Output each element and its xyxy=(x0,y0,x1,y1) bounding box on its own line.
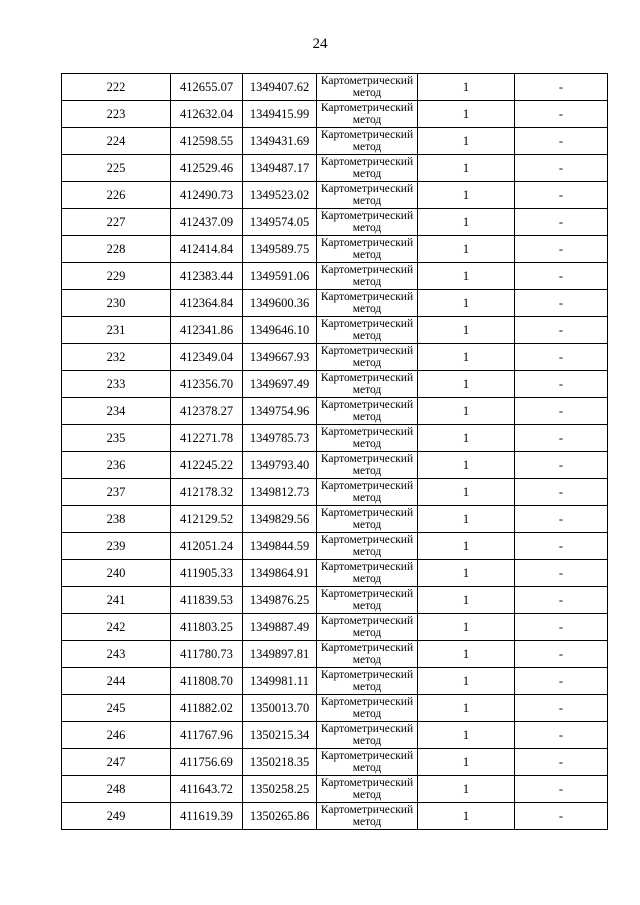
point-number-cell: 241 xyxy=(62,587,171,614)
note-cell: - xyxy=(515,236,608,263)
table-row xyxy=(62,803,608,830)
method-text: Картометрический метод xyxy=(320,561,414,585)
note-cell: - xyxy=(515,398,608,425)
note-cell: - xyxy=(515,155,608,182)
method-text: Картометрический метод xyxy=(320,210,414,234)
table-row xyxy=(62,182,608,209)
point-number-cell: 228 xyxy=(62,236,171,263)
point-number-cell: 247 xyxy=(62,749,171,776)
x-coordinate-cell: 412178.32 xyxy=(171,479,243,506)
method-text: Картометрический метод xyxy=(320,399,414,423)
accuracy-cell: 1 xyxy=(418,506,515,533)
method-text: Картометрический метод xyxy=(320,102,414,126)
method-text: Картометрический метод xyxy=(320,480,414,504)
accuracy-cell: 1 xyxy=(418,641,515,668)
y-coordinate-cell: 1349887.49 xyxy=(243,614,317,641)
method-cell xyxy=(317,317,418,344)
accuracy-cell: 1 xyxy=(418,425,515,452)
method-text: Картометрический метод xyxy=(320,750,414,774)
method-text: Картометрический метод xyxy=(320,723,414,747)
y-coordinate-cell: 1349407.62 xyxy=(243,74,317,101)
y-coordinate-cell: 1350013.70 xyxy=(243,695,317,722)
x-coordinate-cell: 412378.27 xyxy=(171,398,243,425)
table-row xyxy=(62,371,608,398)
table-row xyxy=(62,101,608,128)
point-number-cell: 231 xyxy=(62,317,171,344)
accuracy-cell: 1 xyxy=(418,155,515,182)
point-number-cell: 227 xyxy=(62,209,171,236)
note-cell: - xyxy=(515,263,608,290)
x-coordinate-cell: 411780.73 xyxy=(171,641,243,668)
accuracy-cell: 1 xyxy=(418,722,515,749)
method-cell xyxy=(317,236,418,263)
note-cell: - xyxy=(515,560,608,587)
y-coordinate-cell: 1349600.36 xyxy=(243,290,317,317)
method-text: Картометрический метод xyxy=(320,426,414,450)
point-number-cell: 245 xyxy=(62,695,171,722)
page-number: 24 xyxy=(312,36,328,52)
y-coordinate-cell: 1350215.34 xyxy=(243,722,317,749)
method-cell xyxy=(317,587,418,614)
accuracy-cell: 1 xyxy=(418,236,515,263)
x-coordinate-cell: 412129.52 xyxy=(171,506,243,533)
method-cell xyxy=(317,344,418,371)
x-coordinate-cell: 412632.04 xyxy=(171,101,243,128)
method-cell xyxy=(317,128,418,155)
x-coordinate-cell: 412437.09 xyxy=(171,209,243,236)
accuracy-cell: 1 xyxy=(418,182,515,209)
method-text: Картометрический метод xyxy=(320,804,414,828)
x-coordinate-cell: 412271.78 xyxy=(171,425,243,452)
method-cell xyxy=(317,722,418,749)
point-number-cell: 244 xyxy=(62,668,171,695)
table-row xyxy=(62,668,608,695)
table-row xyxy=(62,425,608,452)
note-cell: - xyxy=(515,803,608,830)
accuracy-cell: 1 xyxy=(418,290,515,317)
method-text: Картометрический метод xyxy=(320,75,414,99)
note-cell: - xyxy=(515,290,608,317)
y-coordinate-cell: 1349876.25 xyxy=(243,587,317,614)
method-text: Картометрический метод xyxy=(320,534,414,558)
note-cell: - xyxy=(515,587,608,614)
table-row xyxy=(62,290,608,317)
method-text: Картометрический метод xyxy=(320,588,414,612)
y-coordinate-cell: 1349697.49 xyxy=(243,371,317,398)
y-coordinate-cell: 1350265.86 xyxy=(243,803,317,830)
note-cell: - xyxy=(515,182,608,209)
y-coordinate-cell: 1349646.10 xyxy=(243,317,317,344)
note-cell: - xyxy=(515,425,608,452)
accuracy-cell: 1 xyxy=(418,560,515,587)
method-text: Картометрический метод xyxy=(320,291,414,315)
x-coordinate-cell: 412490.73 xyxy=(171,182,243,209)
method-cell xyxy=(317,371,418,398)
point-number-cell: 224 xyxy=(62,128,171,155)
table-row xyxy=(62,533,608,560)
note-cell: - xyxy=(515,614,608,641)
table-row xyxy=(62,587,608,614)
note-cell: - xyxy=(515,776,608,803)
y-coordinate-cell: 1349864.91 xyxy=(243,560,317,587)
method-cell xyxy=(317,155,418,182)
method-text: Картометрический метод xyxy=(320,642,414,666)
accuracy-cell: 1 xyxy=(418,263,515,290)
accuracy-cell: 1 xyxy=(418,209,515,236)
method-text: Картометрический метод xyxy=(320,345,414,369)
x-coordinate-cell: 411619.39 xyxy=(171,803,243,830)
x-coordinate-cell: 411905.33 xyxy=(171,560,243,587)
method-cell xyxy=(317,209,418,236)
note-cell: - xyxy=(515,344,608,371)
method-cell xyxy=(317,668,418,695)
x-coordinate-cell: 412341.86 xyxy=(171,317,243,344)
y-coordinate-cell: 1349897.81 xyxy=(243,641,317,668)
method-cell xyxy=(317,533,418,560)
table-row xyxy=(62,263,608,290)
x-coordinate-cell: 412598.55 xyxy=(171,128,243,155)
method-cell xyxy=(317,452,418,479)
y-coordinate-cell: 1349487.17 xyxy=(243,155,317,182)
point-number-cell: 237 xyxy=(62,479,171,506)
note-cell: - xyxy=(515,695,608,722)
accuracy-cell: 1 xyxy=(418,587,515,614)
method-cell xyxy=(317,263,418,290)
x-coordinate-cell: 412356.70 xyxy=(171,371,243,398)
method-cell xyxy=(317,560,418,587)
y-coordinate-cell: 1349793.40 xyxy=(243,452,317,479)
y-coordinate-cell: 1349812.73 xyxy=(243,479,317,506)
point-number-cell: 248 xyxy=(62,776,171,803)
table-row xyxy=(62,344,608,371)
x-coordinate-cell: 411767.96 xyxy=(171,722,243,749)
y-coordinate-cell: 1349431.69 xyxy=(243,128,317,155)
accuracy-cell: 1 xyxy=(418,317,515,344)
point-number-cell: 243 xyxy=(62,641,171,668)
note-cell: - xyxy=(515,668,608,695)
point-number-cell: 229 xyxy=(62,263,171,290)
point-number-cell: 222 xyxy=(62,74,171,101)
x-coordinate-cell: 411808.70 xyxy=(171,668,243,695)
x-coordinate-cell: 412383.44 xyxy=(171,263,243,290)
accuracy-cell: 1 xyxy=(418,533,515,560)
note-cell: - xyxy=(515,452,608,479)
method-text: Картометрический метод xyxy=(320,237,414,261)
table-row xyxy=(62,452,608,479)
method-cell xyxy=(317,776,418,803)
x-coordinate-cell: 412051.24 xyxy=(171,533,243,560)
table-row xyxy=(62,479,608,506)
note-cell: - xyxy=(515,74,608,101)
note-cell: - xyxy=(515,128,608,155)
table-row xyxy=(62,128,608,155)
point-number-cell: 234 xyxy=(62,398,171,425)
point-number-cell: 235 xyxy=(62,425,171,452)
note-cell: - xyxy=(515,749,608,776)
table-row xyxy=(62,317,608,344)
table-row xyxy=(62,506,608,533)
method-text: Картометрический метод xyxy=(320,777,414,801)
accuracy-cell: 1 xyxy=(418,614,515,641)
accuracy-cell: 1 xyxy=(418,695,515,722)
point-number-cell: 233 xyxy=(62,371,171,398)
accuracy-cell: 1 xyxy=(418,803,515,830)
table-row xyxy=(62,749,608,776)
accuracy-cell: 1 xyxy=(418,452,515,479)
point-number-cell: 249 xyxy=(62,803,171,830)
method-cell xyxy=(317,290,418,317)
table-row xyxy=(62,776,608,803)
method-cell xyxy=(317,425,418,452)
point-number-cell: 226 xyxy=(62,182,171,209)
coordinates-table xyxy=(61,73,608,830)
method-cell xyxy=(317,641,418,668)
point-number-cell: 238 xyxy=(62,506,171,533)
x-coordinate-cell: 412245.22 xyxy=(171,452,243,479)
x-coordinate-cell: 411839.53 xyxy=(171,587,243,614)
y-coordinate-cell: 1349574.05 xyxy=(243,209,317,236)
table-row xyxy=(62,614,608,641)
table-row xyxy=(62,641,608,668)
point-number-cell: 223 xyxy=(62,101,171,128)
y-coordinate-cell: 1349785.73 xyxy=(243,425,317,452)
method-text: Картометрический метод xyxy=(320,183,414,207)
x-coordinate-cell: 411882.02 xyxy=(171,695,243,722)
note-cell: - xyxy=(515,722,608,749)
method-text: Картометрический метод xyxy=(320,264,414,288)
method-text: Картометрический метод xyxy=(320,129,414,153)
x-coordinate-cell: 411756.69 xyxy=(171,749,243,776)
accuracy-cell: 1 xyxy=(418,128,515,155)
note-cell: - xyxy=(515,479,608,506)
accuracy-cell: 1 xyxy=(418,776,515,803)
y-coordinate-cell: 1349667.93 xyxy=(243,344,317,371)
table-row xyxy=(62,236,608,263)
note-cell: - xyxy=(515,641,608,668)
y-coordinate-cell: 1349754.96 xyxy=(243,398,317,425)
table-body xyxy=(62,74,608,830)
note-cell: - xyxy=(515,506,608,533)
method-text: Картометрический метод xyxy=(320,156,414,180)
point-number-cell: 236 xyxy=(62,452,171,479)
y-coordinate-cell: 1349591.06 xyxy=(243,263,317,290)
method-text: Картометрический метод xyxy=(320,507,414,531)
method-text: Картометрический метод xyxy=(320,696,414,720)
method-cell xyxy=(317,749,418,776)
accuracy-cell: 1 xyxy=(418,344,515,371)
method-cell xyxy=(317,695,418,722)
point-number-cell: 242 xyxy=(62,614,171,641)
accuracy-cell: 1 xyxy=(418,74,515,101)
accuracy-cell: 1 xyxy=(418,398,515,425)
accuracy-cell: 1 xyxy=(418,749,515,776)
method-cell xyxy=(317,479,418,506)
note-cell: - xyxy=(515,209,608,236)
x-coordinate-cell: 412349.04 xyxy=(171,344,243,371)
table-row xyxy=(62,722,608,749)
method-cell xyxy=(317,614,418,641)
x-coordinate-cell: 411803.25 xyxy=(171,614,243,641)
table-row xyxy=(62,560,608,587)
accuracy-cell: 1 xyxy=(418,101,515,128)
point-number-cell: 239 xyxy=(62,533,171,560)
x-coordinate-cell: 412364.84 xyxy=(171,290,243,317)
y-coordinate-cell: 1349589.75 xyxy=(243,236,317,263)
method-text: Картометрический метод xyxy=(320,372,414,396)
table-row xyxy=(62,695,608,722)
method-cell xyxy=(317,398,418,425)
table-row xyxy=(62,74,608,101)
y-coordinate-cell: 1349844.59 xyxy=(243,533,317,560)
method-text: Картометрический метод xyxy=(320,318,414,342)
y-coordinate-cell: 1349981.11 xyxy=(243,668,317,695)
note-cell: - xyxy=(515,317,608,344)
y-coordinate-cell: 1349415.99 xyxy=(243,101,317,128)
accuracy-cell: 1 xyxy=(418,668,515,695)
method-cell xyxy=(317,74,418,101)
note-cell: - xyxy=(515,533,608,560)
point-number-cell: 230 xyxy=(62,290,171,317)
method-cell xyxy=(317,803,418,830)
method-text: Картометрический метод xyxy=(320,615,414,639)
y-coordinate-cell: 1350258.25 xyxy=(243,776,317,803)
method-text: Картометрический метод xyxy=(320,453,414,477)
method-cell xyxy=(317,101,418,128)
table-row xyxy=(62,209,608,236)
table-row xyxy=(62,398,608,425)
point-number-cell: 246 xyxy=(62,722,171,749)
point-number-cell: 240 xyxy=(62,560,171,587)
x-coordinate-cell: 412529.46 xyxy=(171,155,243,182)
method-text: Картометрический метод xyxy=(320,669,414,693)
x-coordinate-cell: 412655.07 xyxy=(171,74,243,101)
accuracy-cell: 1 xyxy=(418,479,515,506)
method-cell xyxy=(317,506,418,533)
y-coordinate-cell: 1350218.35 xyxy=(243,749,317,776)
method-cell xyxy=(317,182,418,209)
y-coordinate-cell: 1349523.02 xyxy=(243,182,317,209)
accuracy-cell: 1 xyxy=(418,371,515,398)
note-cell: - xyxy=(515,371,608,398)
note-cell: - xyxy=(515,101,608,128)
y-coordinate-cell: 1349829.56 xyxy=(243,506,317,533)
x-coordinate-cell: 411643.72 xyxy=(171,776,243,803)
table-row xyxy=(62,155,608,182)
point-number-cell: 232 xyxy=(62,344,171,371)
x-coordinate-cell: 412414.84 xyxy=(171,236,243,263)
point-number-cell: 225 xyxy=(62,155,171,182)
